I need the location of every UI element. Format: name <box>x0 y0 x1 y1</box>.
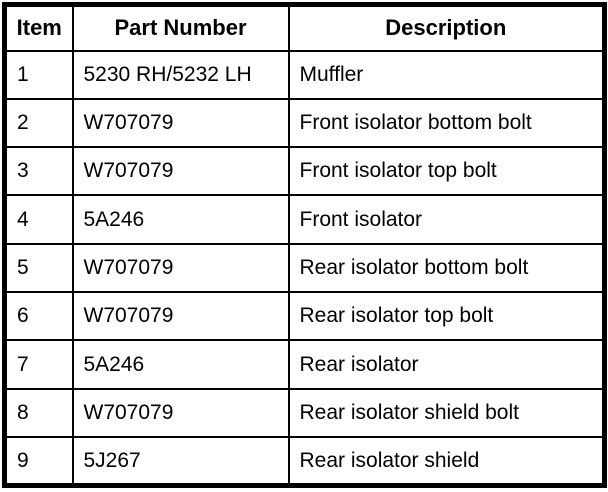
description-cell: Rear isolator shield <box>289 437 605 485</box>
table-row <box>5 244 605 292</box>
column-header-description: Description <box>289 5 605 51</box>
item-cell: 3 <box>5 147 73 195</box>
part-number-cell: W707079 <box>73 389 289 437</box>
description-cell: Muffler <box>289 51 605 99</box>
parts-table-header <box>5 5 605 51</box>
item-cell: 9 <box>5 437 73 485</box>
item-cell: 5 <box>5 244 73 292</box>
table-row <box>5 99 605 147</box>
part-number-cell: 5A246 <box>73 195 289 243</box>
parts-table <box>2 2 607 488</box>
description-cell: Rear isolator top bolt <box>289 292 605 340</box>
item-cell: 2 <box>5 99 73 147</box>
part-number-cell: 5230 RH/5232 LH <box>73 51 289 99</box>
description-cell: Rear isolator bottom bolt <box>289 244 605 292</box>
part-number-cell: 5J267 <box>73 437 289 485</box>
table-row <box>5 51 605 99</box>
table-row <box>5 195 605 243</box>
column-header-item: Item <box>5 5 73 51</box>
description-cell: Front isolator bottom bolt <box>289 99 605 147</box>
table-row <box>5 437 605 485</box>
description-cell: Front isolator top bolt <box>289 147 605 195</box>
part-number-cell: W707079 <box>73 244 289 292</box>
column-header-part-number: Part Number <box>73 5 289 51</box>
part-number-cell: 5A246 <box>73 340 289 388</box>
description-cell: Rear isolator <box>289 340 605 388</box>
description-cell: Rear isolator shield bolt <box>289 389 605 437</box>
item-cell: 8 <box>5 389 73 437</box>
table-row <box>5 147 605 195</box>
item-cell: 6 <box>5 292 73 340</box>
description-cell: Front isolator <box>289 195 605 243</box>
part-number-cell: W707079 <box>73 292 289 340</box>
item-cell: 4 <box>5 195 73 243</box>
table-row <box>5 292 605 340</box>
part-number-cell: W707079 <box>73 147 289 195</box>
part-number-cell: W707079 <box>73 99 289 147</box>
table-row <box>5 340 605 388</box>
header-row <box>5 5 605 51</box>
table-row <box>5 389 605 437</box>
parts-table-body <box>5 51 605 486</box>
item-cell: 1 <box>5 51 73 99</box>
item-cell: 7 <box>5 340 73 388</box>
